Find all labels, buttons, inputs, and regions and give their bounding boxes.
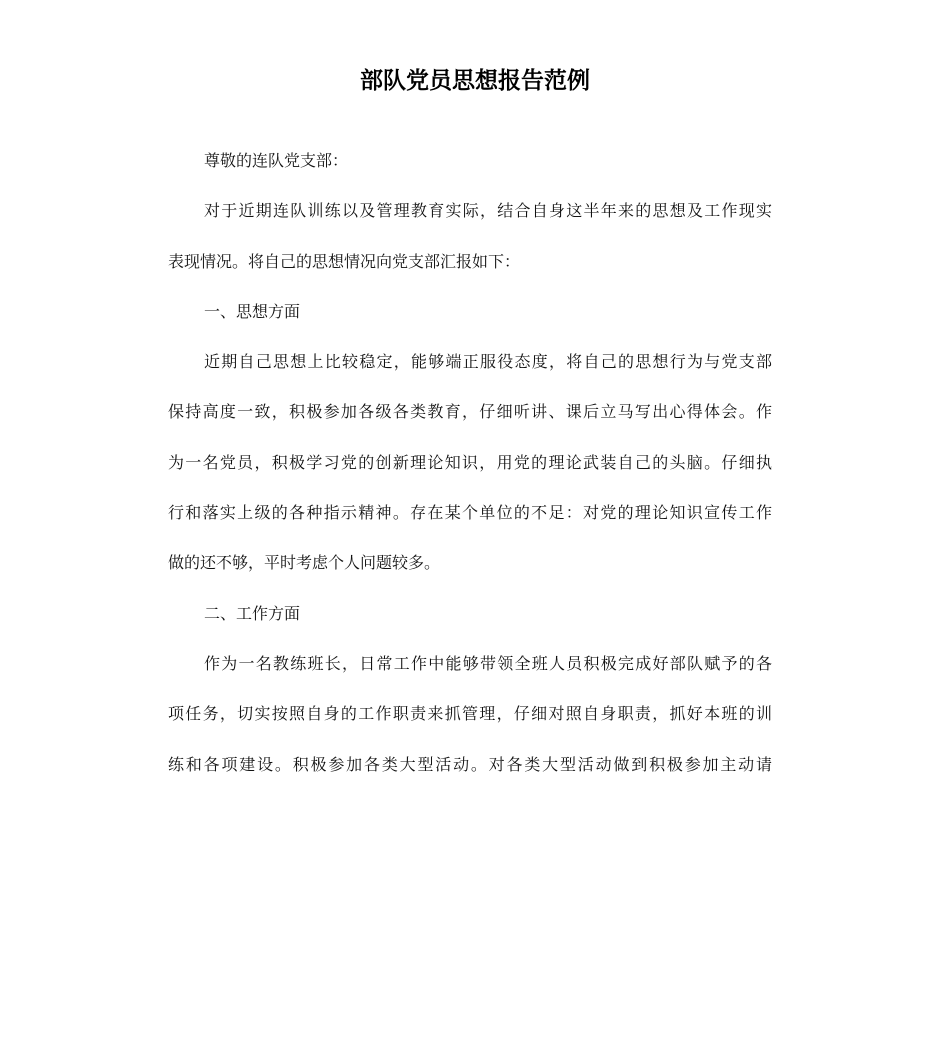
paragraph-thought xyxy=(168,337,772,588)
text-line: 作为一名教练班长，日常工作中能够带领全班人员积极完成好部队赋予的各 xyxy=(204,653,772,673)
text-line: 行和落实上级的各种指示精神。存在某个单位的不足：对党的理论知识宣传工作 xyxy=(168,503,772,523)
section-heading-work xyxy=(168,589,772,639)
paragraph-work xyxy=(168,639,772,790)
text-line: 项任务，切实按照自身的工作职责来抓管理，仔细对照自身职责，抓好本班的训 xyxy=(168,704,772,724)
text-line: 近期自己思想上比较稳定，能够端正服役态度，将自己的思想行为与党支部 xyxy=(204,352,772,372)
text-line: 尊敬的连队党支部： xyxy=(204,151,349,170)
text-line: 二、工作方面 xyxy=(204,603,301,623)
text-line: 做的还不够，平时考虑个人问题较多。 xyxy=(168,553,441,573)
text-line: 保持高度一致，积极参加各级各类教育，仔细听讲、课后立马写出心得体会。作 xyxy=(168,402,772,422)
text-line: 一、思想方面 xyxy=(204,301,301,321)
text-line: 为一名党员，积极学习党的创新理论知识，用党的理论武装自己的头脑。仔细执 xyxy=(168,452,772,472)
text-line: 练和各项建设。积极参加各类大型活动。对各类大型活动做到积极参加主动请 xyxy=(168,754,772,774)
document-title: 部队党员思想报告范例 xyxy=(360,68,590,94)
paragraph-greeting xyxy=(168,136,772,186)
document-body xyxy=(168,136,772,790)
section-heading-thought xyxy=(168,287,772,337)
text-line: 对于近期连队训练以及管理教育实际，结合自身这半年来的思想及工作现实 xyxy=(204,201,772,221)
text-line: 表现情况。将自己的思想情况向党支部汇报如下： xyxy=(168,251,521,271)
paragraph-intro xyxy=(168,186,772,287)
